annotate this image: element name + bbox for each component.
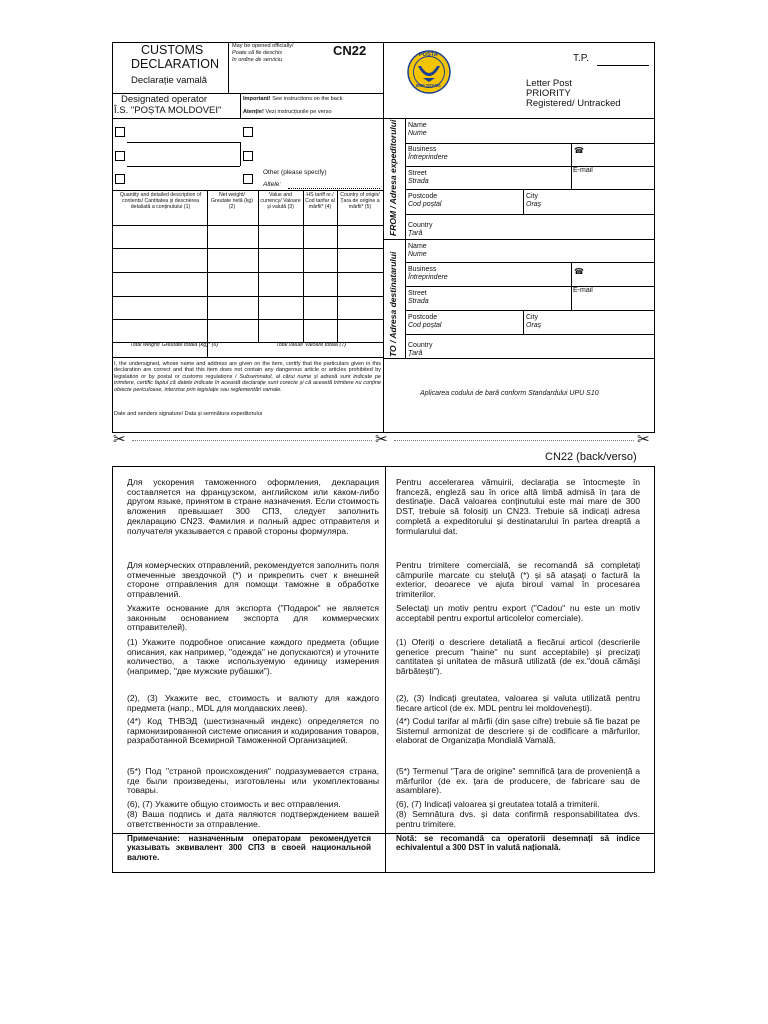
- from-side-label: FROM / Adresa expeditorului: [388, 119, 398, 236]
- sender-postcode-ro: Cod poștal: [408, 201, 442, 208]
- important-note: Important! See instructions on the back: [243, 96, 343, 102]
- category-checkbox-4[interactable]: [243, 151, 253, 161]
- total-value-label: Total value/ Valoare totală (7): [276, 342, 347, 348]
- may-open-ro1: Poate să fie deschis: [232, 50, 283, 56]
- customs-title: CUSTOMS: [141, 43, 204, 57]
- total-weight-label: Total weight/ Greutate totală (kg)* (6): [130, 342, 219, 348]
- ru-note: Примечание: назначенным операторам рекомендуется указывать эквивалент 300 СПЗ в своей национальной валюте.: [127, 834, 371, 862]
- recipient-business-ro: Întreprindere: [408, 274, 448, 281]
- ru-paragraph-9: (8) Ваша подпись и дата являются подтверждением вашей ответственности за отправление.: [127, 809, 379, 829]
- category-checkbox-6[interactable]: [243, 174, 253, 184]
- logo-bottom-text: MOLDOVEI: [416, 83, 441, 88]
- ru-paragraph-7: (5*) Под "страной происхождения" подразумевается страна, где были произведены, изготовлены или укомплектованы товары.: [127, 766, 379, 796]
- letter-post: Letter Post: [526, 78, 572, 89]
- sender-postcode-en: Postcode: [408, 193, 438, 200]
- sender-city-ro: Oraș: [526, 201, 542, 208]
- col-value-currency: Value and currency/ Valoare și valută (3): [260, 192, 301, 210]
- ro-paragraph-1: Pentru accelerarea vămuirii, declarația se întocmește în franceză, engleză sau în orice altă limbă admisă în țara de destinație. Dacă valoarea conținutului este mai mare de 300 DST, trebuie să folosiți un CN23. Trebuie să indicați adresa completă a expeditorului și destinatarului în partea dreaptă a formularului dat.: [396, 477, 640, 536]
- sender-email: E-mail: [573, 167, 593, 174]
- scissor-icon-middle: ✂: [375, 431, 388, 448]
- sender-business-ro: Întreprindere: [408, 154, 448, 161]
- recipient-postcode-en: Postcode: [408, 314, 438, 321]
- ro-note: Notă: se recomandă ca operatorii desemnați să indice echivalentul a 300 DST în valută națională.: [396, 834, 640, 853]
- other-specify: Other (please specify): [263, 169, 327, 176]
- col-net-weight: Net weight/ Greutate netă (kg) (2): [210, 192, 254, 210]
- sender-street-en: Street: [408, 170, 427, 177]
- signature-label: Date and senders signature/ Data și semnătura expeditorului: [114, 411, 262, 417]
- designated-operator-label: Designated operator: [121, 94, 208, 105]
- ro-paragraph-6: (4*) Codul tarifar al mărfii (din șase cifre) trebuie să fie bazat pe Sistemul armonizat de descriere și de codificare a mărfurilor, elaborat de Organizația Mondială Vamală.: [396, 716, 640, 746]
- ru-paragraph-1: Для ускорения таможенного оформления, декларация составляется на французском, английском или каком-либо другом языке, принятом в стране назначения. Если стоимость вложения превышает 300 СПЗ, следует заполнить декларацию CN23. Фамилия и полный адрес отправителя и получателя указывается с правой стороны формуляра.: [127, 477, 379, 536]
- ro-paragraph-3: Selectați un motiv pentru export ("Cadou" nu este un motiv acceptabil pentru exportul articolelor comerciale).: [396, 603, 640, 623]
- recipient-phone-icon: ☎: [574, 267, 584, 276]
- recipient-business-en: Business: [408, 266, 437, 273]
- category-checkbox-2[interactable]: [243, 127, 253, 137]
- cut-line-right: [394, 440, 634, 441]
- scissor-icon-left: ✂: [113, 431, 126, 448]
- recipient-email: E-mail: [573, 287, 593, 294]
- recipient-name-ro: Nume: [408, 251, 427, 258]
- tp-line: [597, 65, 649, 66]
- to-side-label: TO / Adresa destinatarului: [388, 251, 398, 357]
- recipient-city-en: City: [526, 314, 539, 321]
- col-quantity-description: Quantity and detailed description of contents/ Cantitatea și descrierea detaliată a conținutului (1): [119, 192, 202, 210]
- sender-business-en: Business: [408, 146, 437, 153]
- ru-paragraph-6: (4*) Код ТНВЭД (шестизначный индекс) определяется по гармонизированной системе описания и кодирования товаров, разработанной Всемирной Таможенной Организацией.: [127, 716, 379, 746]
- ru-paragraph-2: Для комерческих отправлений, рекомендуется заполнить поля отмеченные звездочкой (*) и прикрепить счет к внешней стороне отправления для помощи таможне в обработке отправлений.: [127, 560, 379, 600]
- posta-moldovei-logo: [407, 50, 451, 94]
- cut-line-left: [132, 440, 372, 441]
- ru-paragraph-5: (2), (3) Укажите вес, стоимость и валюту для каждого предмета (напр., MDL для молдавских леев).: [127, 693, 379, 713]
- priority: PRIORITY: [526, 88, 571, 99]
- ro-paragraph-4: (1) Oferiți o descriere detaliată a fiecărui articol (descrierile generice precum "haine" nu sunt acceptabile) și precizați cantitatea și unitatea de măsură utilizată (de ex."două cămăși bărbătești").: [396, 637, 640, 677]
- category-checkbox-1[interactable]: [115, 127, 125, 137]
- atentie-note: Atenție! Vezi instrucțiunile pe verso: [243, 109, 332, 115]
- may-open-ro2: în ordine de serviciu: [232, 57, 283, 63]
- col-country-origin: Country of origin/ Țara de origine a mărfii* (5): [340, 192, 380, 210]
- category-checkbox-3[interactable]: [115, 151, 125, 161]
- sender-name-ro: Nume: [408, 130, 427, 137]
- ro-paragraph-7: (5*) Termenul "Țara de origine" semnifică țara de proveniență a mărfurilor (de ex. țara de producere, de fabricare sau de asamblare).: [396, 766, 640, 796]
- category-checkbox-5[interactable]: [115, 174, 125, 184]
- registered-untracked: Registered/ Untracked: [526, 98, 621, 109]
- sender-name-en: Name: [408, 122, 427, 129]
- recipient-name-en: Name: [408, 243, 427, 250]
- col-hs-tariff: HS tariff nr./ Cod tarifar al mărfii* (4): [305, 192, 335, 210]
- ro-paragraph-9: (8) Semnătura dvs. și data confirmă responsabilitatea dvs. pentru trimitere.: [396, 809, 640, 829]
- sender-country-ro: Țară: [408, 230, 423, 237]
- sender-city-en: City: [526, 193, 539, 200]
- cn22-label: CN22: [333, 43, 367, 58]
- declaration-title: DECLARATION: [131, 57, 219, 71]
- scissor-icon-right: ✂: [637, 431, 650, 448]
- may-open-en: May be opened officially/: [232, 43, 294, 49]
- recipient-country-en: Country: [408, 342, 433, 349]
- sender-country-en: Country: [408, 222, 433, 229]
- ro-paragraph-2: Pentru trimitere comercială, se recomandă să completați câmpurile marcate cu steluță (*) și să atașați o factură la exterior, deoarece ve ajuta biroul vamal în procesarea trimiterilor.: [396, 560, 640, 600]
- recipient-postcode-ro: Cod poștal: [408, 322, 442, 329]
- recipient-country-ro: Țară: [408, 350, 423, 357]
- logo-top-text: POȘTA: [419, 52, 438, 58]
- back-title: CN22 (back/verso): [545, 451, 637, 463]
- ru-paragraph-3: Укажите основание для экспорта ("Подарок" не является законным основанием экспорта для коммерческих отправителей).: [127, 603, 379, 633]
- ru-paragraph-4: (1) Укажите подробное описание каждого предмета (общие описания, как например, "одежда" не допускаются) и уточните количество, а также используемую единицу измерения (например, "две мужские рубашки").: [127, 637, 379, 677]
- ru-paragraph-8: (6), (7) Укажите общую стоимость и вес отправления.: [127, 799, 341, 809]
- barcode-note: Aplicarea codului de bară conform Standardului UPU S10: [420, 390, 599, 397]
- recipient-street-en: Street: [408, 290, 427, 297]
- declaratie-vamala: Declarație vamală: [131, 75, 208, 86]
- other-altele: Altele:: [263, 181, 282, 188]
- ro-paragraph-5: (2), (3) Indicați greutatea, valoarea și valuta utilizată pentru fiecare articol (de ex. MDL pentru lei moldovenești).: [396, 693, 640, 713]
- ro-paragraph-8: (6), (7) Indicați valoarea și greutatea totală a trimiterii.: [396, 799, 600, 809]
- sender-street-ro: Strada: [408, 178, 429, 185]
- recipient-street-ro: Strada: [408, 298, 429, 305]
- front-divider: [383, 42, 384, 433]
- certification-text: I, the undersigned, whose name and address are given on the item, certify that the particulars given in this declaration are correct and that this item does not contain any dangerous article or articles prohibited by legislation or by postal or customs regulations / Subsemnatul, al cărui nume și adresă sunt indicate pe trimitere, certific faptul că datele indicate în această declarație sunt corecte și că această trimitere nu conține obiecte periculoase, interzise prin legislație sau reglementări vamale.: [114, 361, 381, 393]
- operator-name: Î.S. "POȘTA MOLDOVEI": [114, 105, 222, 116]
- recipient-city-ro: Oraș: [526, 322, 542, 329]
- tp-label: T.P.: [573, 53, 589, 64]
- sender-phone-icon: ☎: [574, 146, 584, 155]
